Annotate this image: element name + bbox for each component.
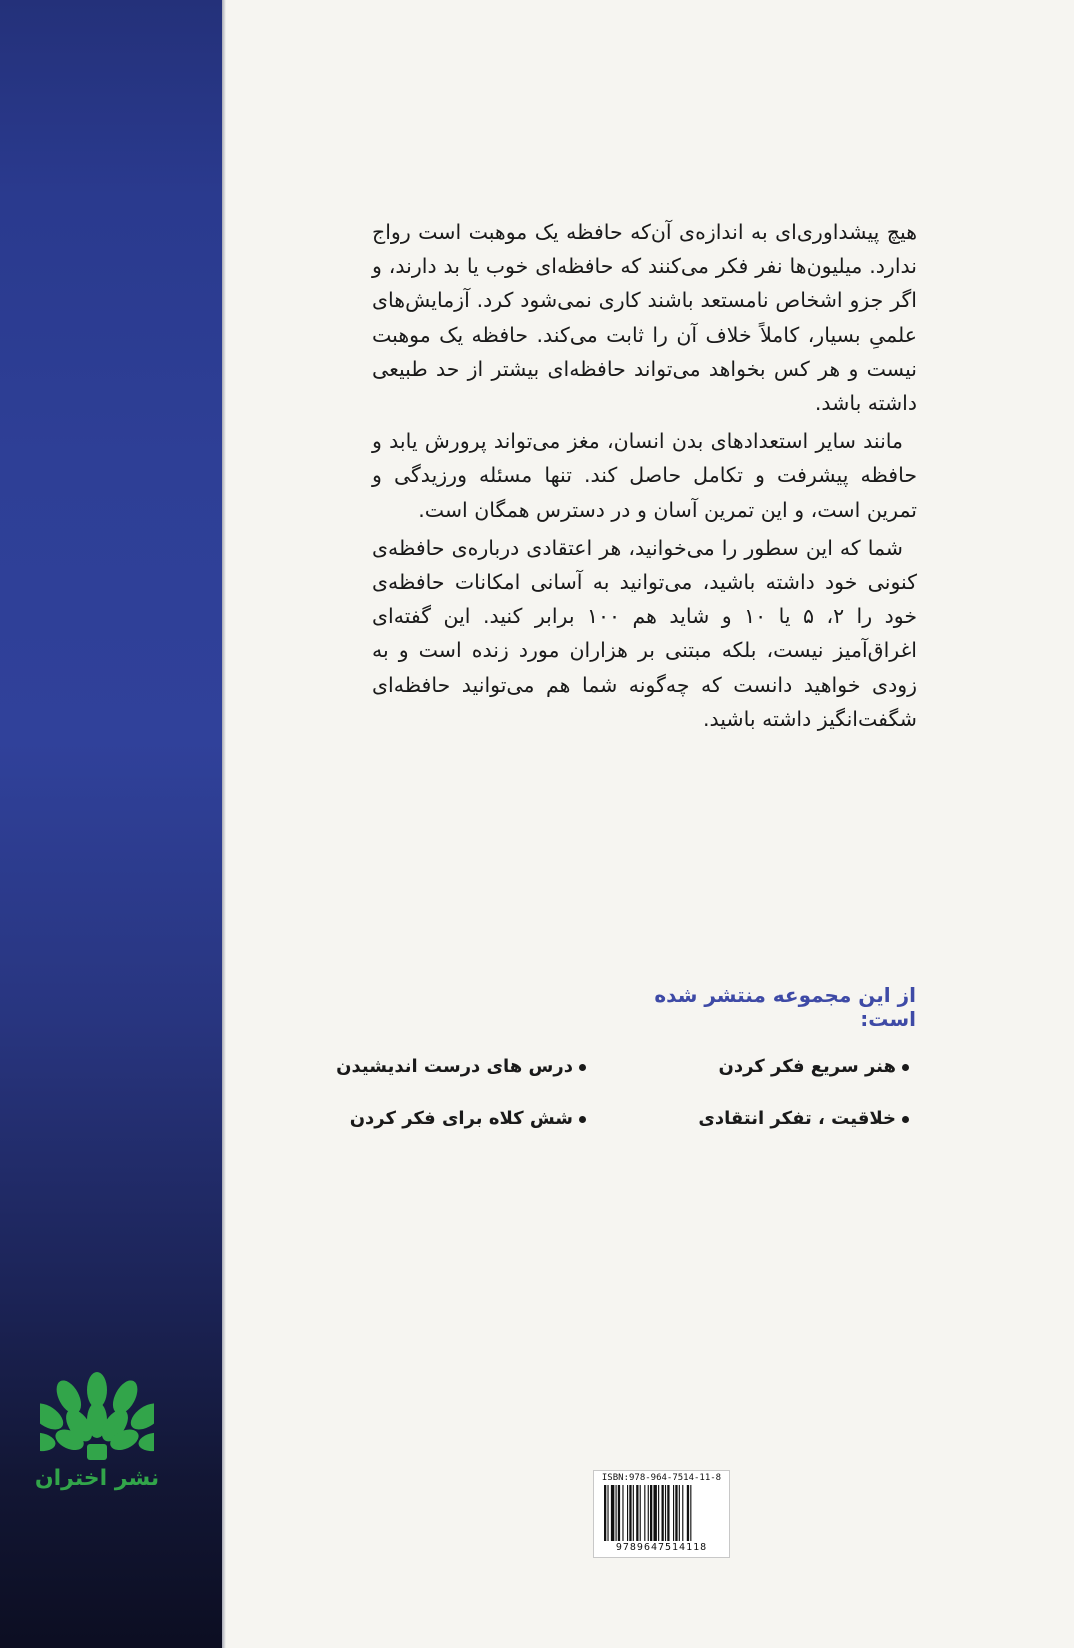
series-item-label: درس های درست اندیشیدن [336, 1056, 573, 1077]
barcode-bar [662, 1485, 664, 1541]
barcode-bar [653, 1485, 656, 1541]
bullet-icon [902, 1116, 909, 1123]
barcode-bar [633, 1485, 634, 1541]
barcode-bar [636, 1485, 638, 1541]
series-item-label: شش کلاه برای فکر کردن [349, 1108, 573, 1129]
barcode-bar [650, 1485, 652, 1541]
barcode-bar [687, 1485, 689, 1541]
blurb-paragraph: شما که این سطور را می‌خوانید، هر اعتقادی درباره‌ی حافظه‌ی کنونی خود داشته باشید، می‌توانید به آسانی امکانات حافظه‌ی خود را ۲، ۵ یا ۱۰ و شاید هم ۱۰۰ برابر کنید. این گفته‌ای اغراق‌آمیز نیست، بلکه مبتنی بر هزاران مورد زنده است و به زودی خواهید دانست که چه‌گونه شما هم می‌توانید حافظه‌ای شگفت‌انگیز داشته باشید. [372, 535, 917, 731]
barcode-bars-icon [603, 1485, 723, 1541]
barcode-bar [644, 1485, 645, 1541]
blurb-paragraph: هیچ پیشداوری‌ای به اندازه‌ی آن‌که حافظه یک موهبت است رواج ندارد. میلیون‌ها نفر فکر می‌کنند که حافظه‌ای خوب یا بد دارند، و اگر جزو اشخاص نامستعد باشند کاری نمی‌شود کرد. آزمایش‌های علمی‌ِ بسیار، کاملاً خلاف آن را ثابت می‌کند. حافظه یک موهبت نیست و هر کس بخواهد می‌تواند حافظه‌ای بیشتر از حد طبیعی داشته باشد. [372, 220, 917, 416]
barcode-bar [658, 1485, 659, 1541]
publisher-shell-logo-icon [40, 1370, 154, 1462]
series-item [698, 1108, 909, 1129]
barcode-bar [665, 1485, 666, 1541]
barcode-bar [622, 1485, 623, 1541]
series-title: از این مجموعه منتشر شده است: [654, 983, 916, 1031]
barcode-bar [611, 1485, 614, 1541]
series-item [719, 1056, 910, 1077]
publisher-name: نشر اختران [34, 1466, 160, 1491]
barcode-bar [618, 1485, 620, 1541]
isbn-label: ISBN:978-964-7514-11-8 [601, 1473, 722, 1483]
series-item-label: هنر سریع فکر کردن [718, 1056, 896, 1077]
isbn-barcode [593, 1470, 730, 1558]
blurb-paragraph: مانند سایر استعدادهای بدن انسان، مغز می‌تواند پرورش یابد و حافظه پیشرفت و تکامل حاصل کند. تنها مسئله ورزیدگی و تمرین است، و این تمرین آسان و در دسترس همگان است. [372, 429, 917, 522]
bullet-icon [579, 1064, 586, 1071]
barcode-bar [616, 1485, 617, 1541]
barcode-bar [648, 1485, 649, 1541]
barcode-bar [604, 1485, 606, 1541]
barcode-bar [629, 1485, 631, 1541]
blurb-text [372, 215, 917, 740]
series-item-label: خلاقیت ، تفکر انتقادی [698, 1108, 896, 1129]
series-item [336, 1056, 586, 1077]
barcode-bar [679, 1485, 680, 1541]
bullet-icon [902, 1064, 909, 1071]
isbn-digits: 9789647514118 [615, 1542, 708, 1553]
barcode-bar [607, 1485, 608, 1541]
barcode-bar [640, 1485, 641, 1541]
barcode-bar [675, 1485, 677, 1541]
barcode-bar [627, 1485, 628, 1541]
spine-edge-shadow [222, 0, 226, 1648]
series-item [350, 1108, 586, 1129]
barcode-bar [690, 1485, 691, 1541]
barcode-bar [673, 1485, 674, 1541]
barcode-bar [682, 1485, 683, 1541]
barcode-bar [667, 1485, 669, 1541]
bullet-icon [579, 1116, 586, 1123]
